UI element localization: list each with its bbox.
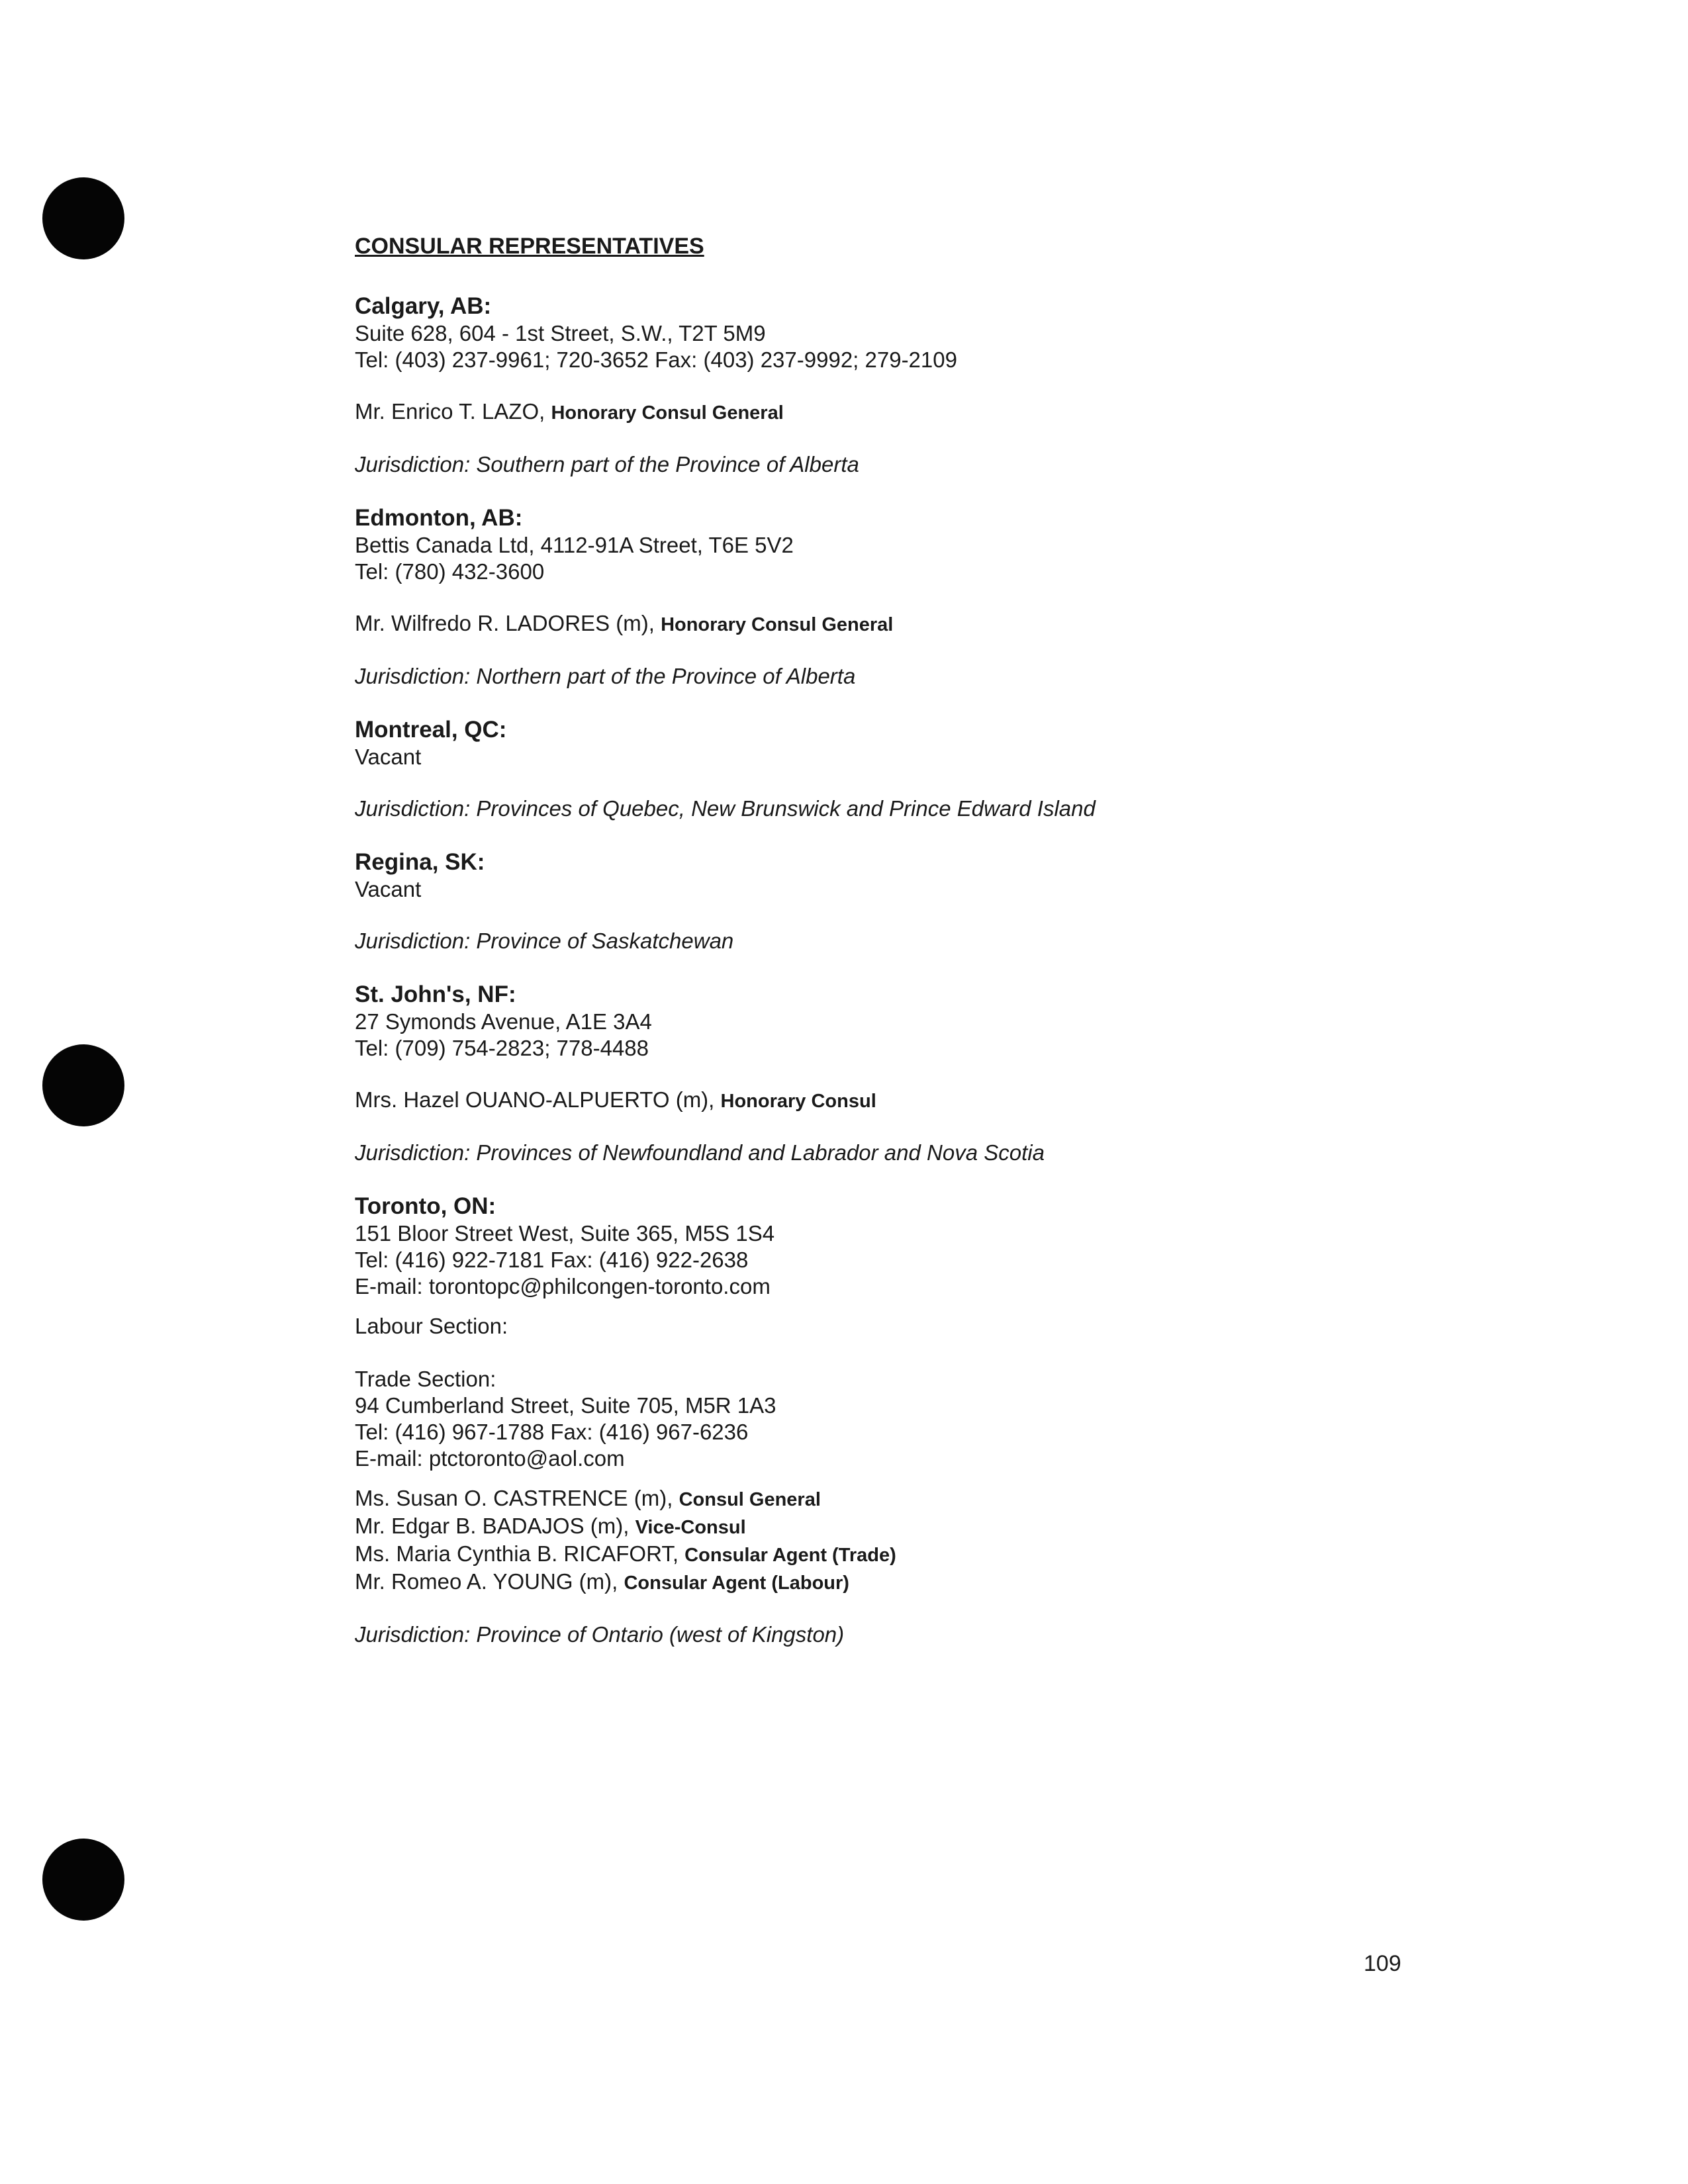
section-calgary bbox=[355, 293, 1480, 478]
jurisdiction: Jurisdiction: Northern part of the Province of Alberta bbox=[355, 664, 856, 688]
page-title: CONSULAR REPRESENTATIVES bbox=[355, 234, 704, 259]
representative bbox=[355, 1569, 1480, 1596]
rep-title: Vice-Consul bbox=[635, 1517, 746, 1538]
city-heading: Regina, SK: bbox=[355, 849, 485, 875]
section-st-johns bbox=[355, 981, 1480, 1166]
phone: Tel: (780) 432-3600 bbox=[355, 559, 545, 584]
section-toronto bbox=[355, 1193, 1480, 1648]
rep-name: Ms. Susan O. CASTRENCE (m), bbox=[355, 1486, 679, 1510]
city-heading: St. John's, NF: bbox=[355, 981, 516, 1007]
address: 151 Bloor Street West, Suite 365, M5S 1S4 bbox=[355, 1221, 775, 1246]
city-heading: Toronto, ON: bbox=[355, 1193, 496, 1219]
jurisdiction: Jurisdiction: Province of Saskatchewan bbox=[355, 929, 734, 953]
rep-title: Consular Agent (Trade) bbox=[684, 1545, 896, 1566]
trade-email: E-mail: ptctoronto@aol.com bbox=[355, 1446, 625, 1471]
phone: Tel: (416) 922-7181 Fax: (416) 922-2638 bbox=[355, 1248, 749, 1272]
city-heading: Montreal, QC: bbox=[355, 717, 507, 743]
trade-phone: Tel: (416) 967-1788 Fax: (416) 967-6236 bbox=[355, 1420, 749, 1444]
rep-name: Ms. Maria Cynthia B. RICAFORT, bbox=[355, 1541, 685, 1566]
document-body bbox=[355, 233, 1480, 1674]
punch-hole-top bbox=[42, 177, 124, 259]
jurisdiction: Jurisdiction: Southern part of the Province of Alberta bbox=[355, 452, 859, 477]
phone: Tel: (403) 237-9961; 720-3652 Fax: (403) 237-9992; 279-2109 bbox=[355, 347, 957, 372]
representative bbox=[355, 1541, 1480, 1569]
punch-hole-middle bbox=[42, 1044, 124, 1126]
labour-section-label: Labour Section: bbox=[355, 1314, 508, 1338]
representatives-list bbox=[355, 1485, 1480, 1596]
section-montreal bbox=[355, 716, 1480, 822]
representative bbox=[355, 398, 1480, 426]
representative bbox=[355, 1513, 1480, 1541]
section-regina bbox=[355, 848, 1480, 954]
rep-title: Honorary Consul bbox=[720, 1091, 876, 1112]
rep-title: Consul General bbox=[679, 1489, 821, 1510]
representative bbox=[355, 1485, 1480, 1513]
rep-name: Mr. Enrico T. LAZO, bbox=[355, 399, 551, 424]
city-heading: Calgary, AB: bbox=[355, 293, 492, 319]
representative bbox=[355, 610, 1480, 638]
jurisdiction: Jurisdiction: Province of Ontario (west of Kingston) bbox=[355, 1622, 845, 1647]
email: E-mail: torontopc@philcongen-toronto.com bbox=[355, 1274, 771, 1298]
rep-name: Mr. Romeo A. YOUNG (m), bbox=[355, 1569, 624, 1594]
address: 27 Symonds Avenue, A1E 3A4 bbox=[355, 1009, 652, 1034]
punch-hole-bottom bbox=[42, 1839, 124, 1921]
rep-name: Mrs. Hazel OUANO-ALPUERTO (m), bbox=[355, 1087, 721, 1112]
jurisdiction: Jurisdiction: Provinces of Quebec, New Brunswick and Prince Edward Island bbox=[355, 796, 1096, 821]
trade-address: 94 Cumberland Street, Suite 705, M5R 1A3 bbox=[355, 1393, 776, 1418]
rep-title: Honorary Consul General bbox=[551, 402, 784, 424]
status: Vacant bbox=[355, 877, 422, 901]
city-heading: Edmonton, AB: bbox=[355, 505, 523, 531]
address: Bettis Canada Ltd, 4112-91A Street, T6E 5V2 bbox=[355, 533, 794, 557]
rep-name: Mr. Edgar B. BADAJOS (m), bbox=[355, 1514, 635, 1538]
rep-title: Honorary Consul General bbox=[661, 614, 894, 635]
trade-section-label: Trade Section: bbox=[355, 1367, 496, 1391]
rep-title: Consular Agent (Labour) bbox=[624, 1572, 849, 1594]
phone: Tel: (709) 754-2823; 778-4488 bbox=[355, 1036, 649, 1060]
status: Vacant bbox=[355, 745, 422, 769]
page-number: 109 bbox=[1364, 1951, 1401, 1976]
representative bbox=[355, 1087, 1480, 1115]
address: Suite 628, 604 - 1st Street, S.W., T2T 5M9 bbox=[355, 321, 766, 345]
jurisdiction: Jurisdiction: Provinces of Newfoundland and Labrador and Nova Scotia bbox=[355, 1140, 1045, 1165]
rep-name: Mr. Wilfredo R. LADORES (m), bbox=[355, 611, 661, 635]
section-edmonton bbox=[355, 504, 1480, 690]
